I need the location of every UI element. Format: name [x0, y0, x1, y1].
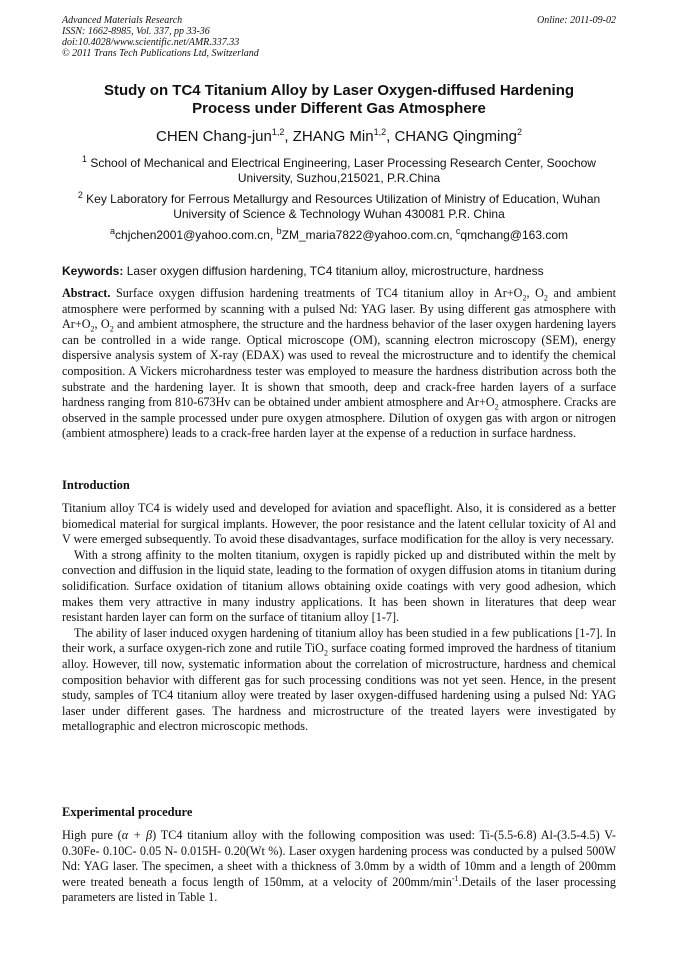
abstract-text: , O	[526, 286, 544, 300]
abstract-text: , O	[94, 317, 110, 332]
paragraph-text: ) TC4 titanium alloy with the following composition was used: Ti-(5.5-6.8) Al-(3.5-4.5) V- 0.30Fe- 0.10C- 0.05 N- 0.015H- 0.20(Wt %). Laser oxygen hardening process was conducted by a pulsed 500W Nd: YAG laser. The specimen, a sheet with a thickness of 3.0mm by a width of 10mm and a length of 200mm were treated beneath a focus length of 150mm, at a velocity of 200mm/min	[62, 828, 616, 889]
author-list	[40, 128, 638, 146]
affiliation-mark: 1	[82, 154, 88, 164]
email-address: qmchang@163.com	[460, 228, 568, 242]
author-affiliation-mark: 1,2	[271, 127, 285, 137]
experimental-body	[62, 828, 616, 906]
author-emails	[40, 228, 638, 243]
affiliation-2	[62, 192, 616, 222]
affiliation-1	[62, 156, 616, 186]
phase-symbol: α + β	[121, 828, 153, 842]
subscript: 2	[522, 293, 527, 303]
journal-name: Advanced Materials Research	[62, 15, 183, 26]
subscript: 2	[109, 324, 114, 334]
paragraph	[62, 828, 616, 906]
email-mark: a	[110, 226, 116, 236]
subscript: 2	[90, 324, 95, 334]
title-line: Study on TC4 Titanium Alloy by Laser Oxygen-diffused Hardening	[103, 82, 575, 99]
abstract-text: and ambient atmosphere were performed by scanning with a pulsed Nd: YAG laser. By using different gas atmosphere with Ar+O	[62, 286, 617, 332]
affiliation-mark: 2	[77, 190, 83, 200]
paragraph	[62, 626, 616, 735]
keywords-label: Keywords:	[62, 264, 124, 278]
email-mark: b	[276, 226, 282, 236]
abstract-text: atmosphere. Cracks are observed in the sample processed under pure oxygen atmosphere. Dilution of oxygen gas with argon or nitrogen (ambient atmosphere) leads to a crack-free harden layer at the expense of a reduction in surface hardness.	[62, 395, 616, 441]
subscript: 2	[323, 648, 328, 658]
author-separator: ,	[284, 128, 293, 145]
journal-metadata	[62, 15, 616, 59]
author-affiliation-mark: 2	[516, 127, 522, 137]
paragraph: Titanium alloy TC4 is widely used and developed for aviation and spaceflight. Also, it is considered as a better biomedical material for surgical implants. However, the poor resistance and the latent cellular toxicity of Al and V were emerged subsequently. To avoid these disadvantages, surface modification for the alloy is very necessary.	[62, 501, 616, 547]
superscript: -1	[451, 873, 459, 883]
paragraph-text: High pure (	[62, 828, 122, 842]
abstract	[62, 286, 616, 442]
subscript: 2	[494, 402, 499, 412]
email-address: chjchen2001@yahoo.com.cn,	[115, 228, 277, 242]
author-name: ZHANG Min	[292, 128, 374, 145]
email-address: ZM_maria7822@yahoo.com.cn,	[281, 228, 456, 242]
section-heading-experimental: Experimental procedure	[62, 805, 193, 819]
subscript: 2	[543, 293, 548, 303]
keywords	[62, 264, 616, 279]
paragraph-text: surface coating formed improved the hardness of titanium alloy. However, till now, systematic information about the correlation of microstructure, hardness and chemical composition behavior with different gas for such processing conditions was not yet seen. Hence, in the present study, samples of TC4 titanium alloy were treated by laser oxygen-diffused hardening using a pulsed Nd: YAG laser under different gases. The hardness and microstructure of the treated layers were investigated by metallographic and electron microscopic methods.	[62, 641, 616, 734]
introduction-body	[62, 501, 616, 735]
paragraph-text: .Details of the laser processing parameters are listed in Table 1.	[62, 874, 616, 905]
author-separator: ,	[386, 128, 395, 145]
author-name: CHEN Chang-jun	[155, 128, 272, 145]
issn: ISSN: 1662-8985, Vol. 337, pp 33-36	[62, 26, 210, 37]
doi: doi:10.4028/www.scientific.net/AMR.337.33	[62, 37, 240, 48]
affiliation-line: Key Laboratory for Ferrous Metallurgy and Resources Utilization of Ministry of Education, Wuhan	[86, 192, 601, 206]
keywords-text: Laser oxygen diffusion hardening, TC4 titanium alloy, microstructure, hardness	[123, 264, 544, 278]
paragraph-text: The ability of laser induced oxygen hardening of titanium alloy has been studied in a few publications [1-7]. In their work, a surface oxygen-rich zone and rutile TiO	[62, 625, 616, 656]
author-affiliation-mark: 1,2	[373, 127, 387, 137]
abstract-label: Abstract.	[62, 286, 111, 300]
abstract-text: and ambient atmosphere, the structure and the hardness behavior of the laser oxygen hardening layers can be controlled in a wide range. Optical microscope (OM), scanning electron microscopy (SEM), energy dispersive analysis system of X-ray (EDAX) was used to reveal the microstructure and to identify the chemical composition. A Vickers microhardness tester was employed to measure the hardness distribution across both the substrate and the hardening layer. It is shown that smooth, deep and crack-free harden layers of a surface hardness ranging from 810-673Hv can be obtained under ambient atmosphere and Ar+O	[62, 317, 616, 410]
paragraph: With a strong affinity to the molten titanium, oxygen is rapidly picked up and distributed within the melt by convection and diffusion in the liquid state, leading to the formation of oxygen diffusion atoms in titanium during solidification. Surface oxidation of titanium allows obtaining oxide coatings with very good adhesion, which makes them very attractive in many industry applications. It has been shown in literatures that deep wear resistant harden layer can form on the surface of titanium alloy [1-7].	[62, 547, 616, 625]
online-date: Online: 2011-09-02	[537, 15, 616, 26]
title-line: Process under Different Gas Atmosphere	[192, 100, 486, 117]
affiliation-line: University, Suzhou,215021, P.R.China	[237, 171, 441, 185]
abstract-text: Surface oxygen diffusion hardening treatments of TC4 titanium alloy in Ar+O	[110, 286, 523, 300]
author-name: CHANG Qingming	[394, 128, 517, 145]
affiliation-line: University of Science & Technology Wuhan 430081 P.R. China	[173, 207, 505, 221]
paper-title	[40, 82, 638, 118]
email-mark: c	[455, 226, 461, 236]
section-heading-introduction: Introduction	[62, 478, 130, 492]
copyright: © 2011 Trans Tech Publications Ltd, Switzerland	[62, 48, 259, 59]
affiliation-line: School of Mechanical and Electrical Engineering, Laser Processing Research Center, Soochow	[90, 156, 596, 170]
